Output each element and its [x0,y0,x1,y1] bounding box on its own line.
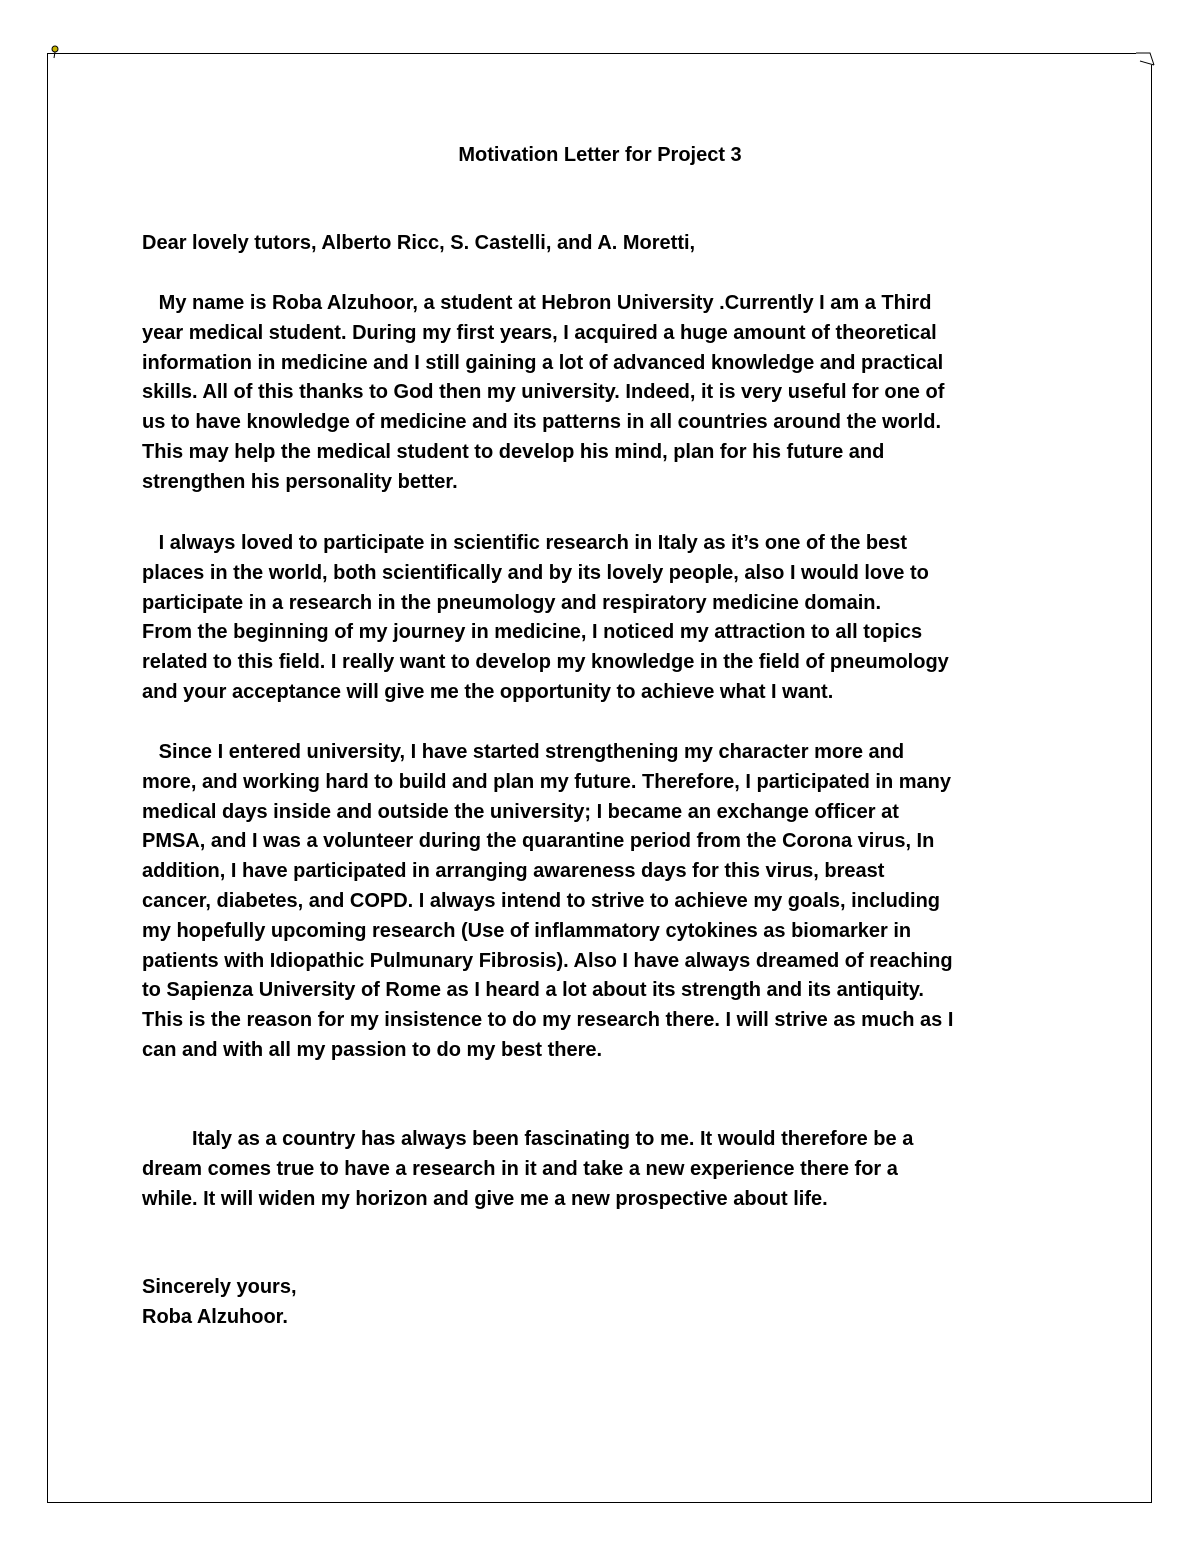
paragraph-line: This may help the medical student to develop his mind, plan for his future and [142,440,885,463]
paragraph-line: year medical student. During my first years, I acquired a huge amount of theoretical [142,321,937,344]
paragraph-line: cancer, diabetes, and COPD. I always intend to strive to achieve my goals, including [142,889,941,912]
paragraph-line: places in the world, both scientifically and by its lovely people, also I would love to [142,561,929,584]
paragraph-line: Since I entered university, I have started strengthening my character more and [142,741,905,763]
paragraph-line: to Sapienza University of Rome as I heard a lot about its strength and its antiquity. [142,979,924,1002]
paragraph-line: more, and working hard to build and plan my future. Therefore, I participated in many [142,770,951,793]
paragraph-line: while. It will widen my horizon and give me a new prospective about life. [142,1187,828,1210]
paragraph-2 [142,529,1062,708]
paragraph-line: and your acceptance will give me the opportunity to achieve what I want. [142,680,834,703]
closing [142,1273,1062,1333]
paragraph-line: strengthen his personality better. [142,470,458,493]
paragraph-line: patients with Idiopathic Pulmunary Fibrosis). Also I have always dreamed of reaching [142,949,953,972]
paragraph-line: medical days inside and outside the university; I became an exchange officer at [142,800,899,823]
paragraph-line: participate in a research in the pneumology and respiratory medicine domain. [142,591,882,614]
paragraph-line: can and with all my passion to do my best there. [142,1038,603,1061]
paragraph-line: I always loved to participate in scientific research in Italy as it’s one of the best [142,532,908,554]
paragraph-line: My name is Roba Alzuhoor, a student at Hebron University .Currently I am a Third [142,292,932,314]
folded-corner-icon [1136,52,1156,66]
paragraph-line: Italy as a country has always been fascinating to me. It would therefore be a [142,1128,914,1150]
sign-off: Sincerely yours, [142,1276,297,1298]
paragraph-line: From the beginning of my journey in medicine, I noticed my attraction to all topics [142,621,923,644]
paragraph-line: us to have knowledge of medicine and its patterns in all countries around the world. [142,411,942,434]
greeting: Dear lovely tutors, Alberto Ricc, S. Castelli, and A. Moretti, [142,232,696,254]
paragraph-line: addition, I have participated in arranging awareness days for this virus, breast [142,860,885,883]
paragraph-4 [142,1125,1062,1214]
paragraph-line: my hopefully upcoming research (Use of inflammatory cytokines as biomarker in [142,919,912,942]
paragraph-line: information in medicine and I still gaining a lot of advanced knowledge and practical [142,351,944,374]
paragraph-line: PMSA, and I was a volunteer during the quarantine period from the Corona virus, In [142,830,935,853]
paragraph-1 [142,289,1062,498]
paragraph-line: This is the reason for my insistence to do my research there. I will strive as much as I [142,1009,954,1032]
paragraph-line: skills. All of this thanks to God then my university. Indeed, it is very useful for one of [142,381,945,404]
paragraph-line: related to this field. I really want to develop my knowledge in the field of pneumology [142,651,949,674]
paragraph-3 [142,738,1062,1066]
signature-name: Roba Alzuhoor. [142,1305,288,1328]
letter-title: Motivation Letter for Project 3 [458,144,742,166]
paragraph-line: dream comes true to have a research in it and take a new experience there for a [142,1157,898,1180]
